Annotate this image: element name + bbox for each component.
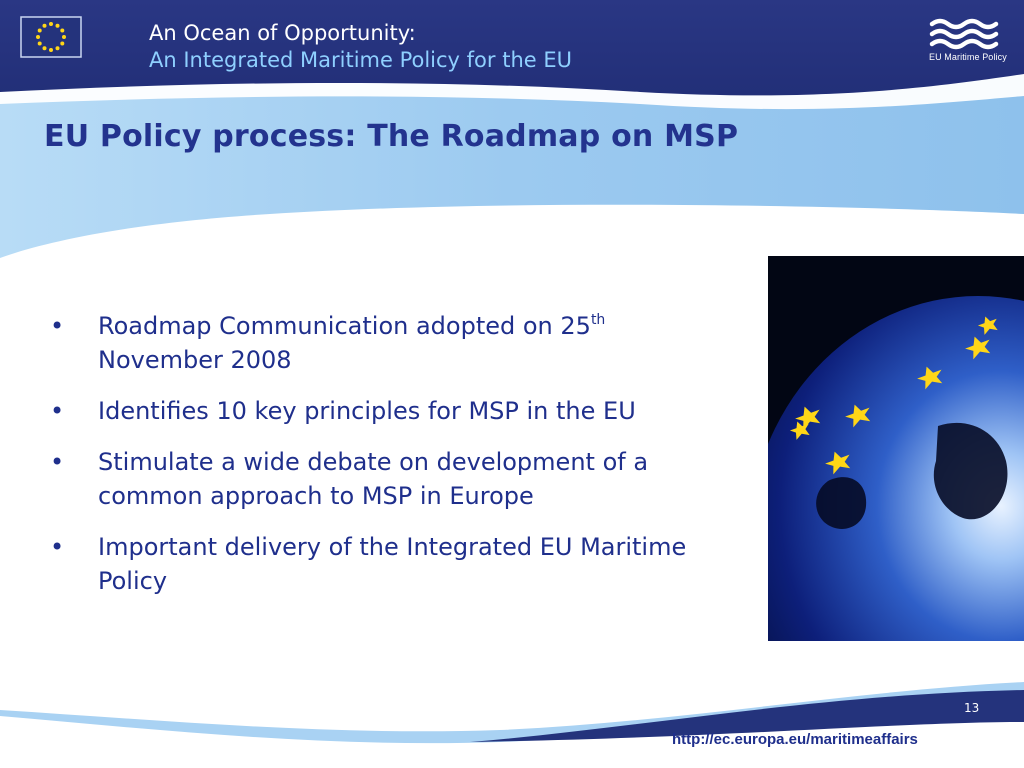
list-item: [50, 530, 738, 598]
header-title-line1: An Ocean of Opportunity:: [149, 21, 416, 45]
list-item: [50, 394, 760, 428]
page-number: 13: [964, 701, 980, 715]
list-item: [50, 445, 738, 513]
bullet-list: [50, 309, 760, 615]
bullet-text: Important delivery of the Integrated EU Maritime Policy: [98, 533, 687, 595]
bullet-text: Identifies 10 key principles for MSP in the EU: [98, 397, 636, 425]
brand-label: EU Maritime Policy: [929, 52, 1007, 62]
bullet-text-continued: November 2008: [98, 346, 292, 374]
bullet-marker: •: [50, 397, 65, 425]
header-title: [149, 20, 572, 74]
footer-url-link[interactable]: http://ec.europa.eu/maritimeaffairs: [672, 731, 918, 748]
bullet-text: Roadmap Communication adopted on 25: [98, 312, 591, 340]
europe-globe-image: [768, 256, 1024, 641]
bullet-superscript: th: [590, 312, 606, 328]
header-title-line2: An Integrated Maritime Policy for the EU: [149, 48, 572, 72]
list-item: [50, 309, 760, 377]
bullet-marker: •: [50, 533, 65, 561]
bullet-marker: •: [50, 312, 65, 340]
bullet-text: Stimulate a wide debate on development of a common approach to MSP in Europe: [98, 448, 649, 510]
slide-title: EU Policy process: The Roadmap on MSP: [44, 119, 739, 154]
bullet-marker: •: [50, 448, 65, 476]
eu-flag-icon: [20, 16, 82, 58]
